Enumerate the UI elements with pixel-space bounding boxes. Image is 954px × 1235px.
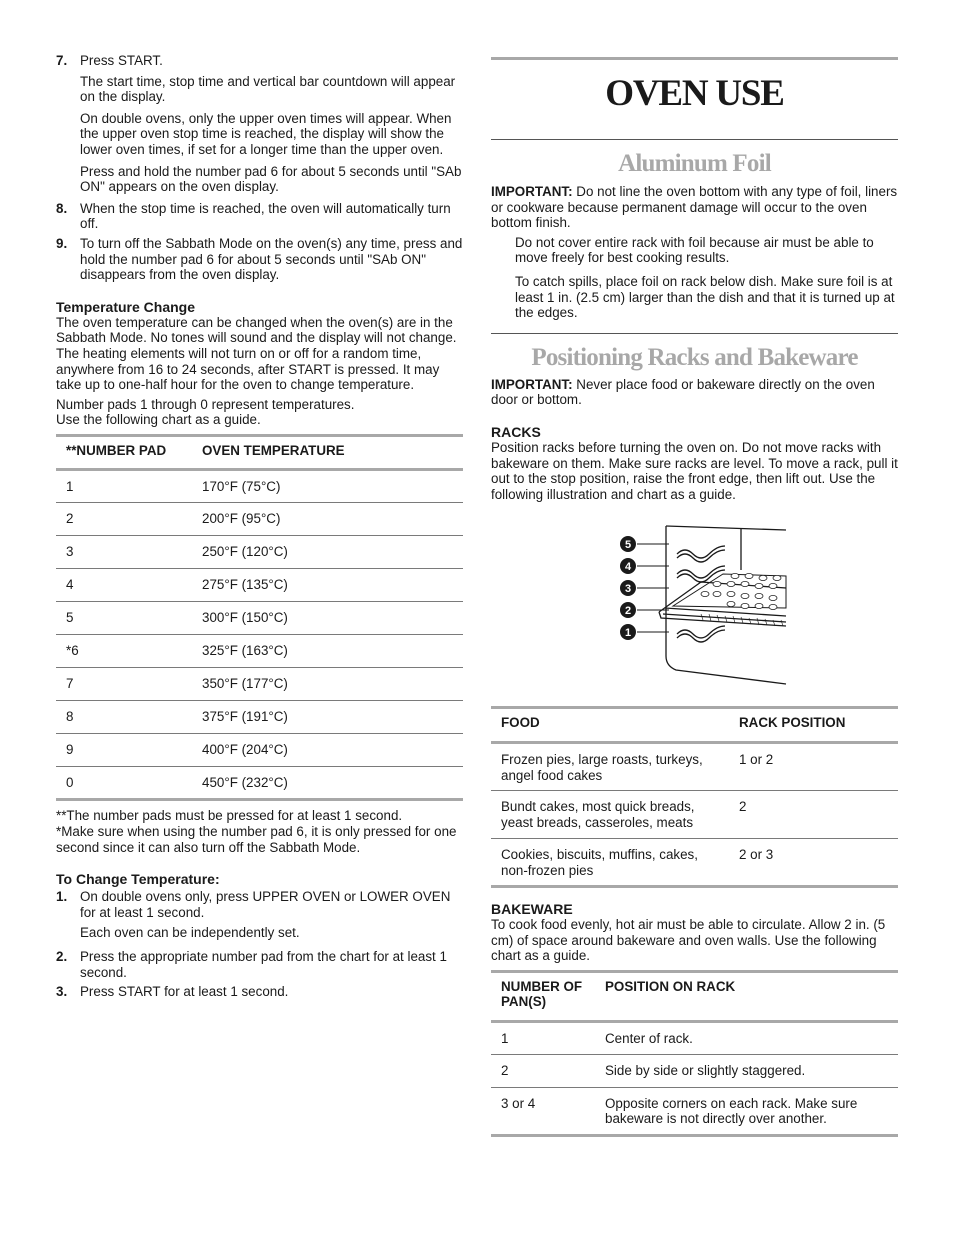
- table-cell: 0: [66, 775, 74, 791]
- right-column: [491, 57, 898, 1137]
- important-label: IMPORTANT:: [491, 184, 573, 199]
- step-9: [56, 236, 463, 283]
- table-row: [491, 1087, 898, 1135]
- table-header-row: [56, 435, 463, 470]
- table-row: [491, 742, 898, 790]
- bakeware-text: To cook food evenly, hot air must be able to circulate. Allow 2 in. (5 cm) of space around bakeware and oven walls. Use the following chart as a guide.: [491, 916, 886, 964]
- footnote-number-pads: **The number pads must be pressed for at least 1 second.: [56, 808, 403, 824]
- step-number: 7.: [56, 53, 68, 68]
- table-cell: 300°F (150°C): [202, 610, 288, 626]
- temperature-table: [56, 434, 463, 802]
- table-cell: *6: [66, 643, 79, 659]
- step-7-note-b: On double ovens, only the upper oven times will appear. When the upper oven stop time is reached, the display will show the lower oven times, if set for a longer time than the upper oven.: [80, 110, 452, 157]
- table-cell: 9: [66, 742, 74, 758]
- table-row: [56, 635, 463, 668]
- table-header-row: [491, 971, 898, 1021]
- table-cell: 325°F (163°C): [202, 643, 288, 659]
- change-step-1: [56, 889, 463, 920]
- positioning-racks-heading: Positioning Racks and Bakeware: [531, 343, 858, 371]
- bakeware-subheading: BAKEWARE: [491, 900, 573, 917]
- table-cell: 2: [66, 511, 74, 527]
- rack-label-3: 3: [624, 583, 632, 596]
- table-cell: 3 or 4: [501, 1095, 536, 1111]
- table-cell: 7: [66, 676, 74, 692]
- racks-important-paragraph: [491, 377, 898, 408]
- table-cell: Bundt cakes, most quick breads, yeast breads, casseroles, meats: [501, 798, 695, 830]
- table-header-row: [491, 708, 898, 743]
- table-cell: 400°F (204°C): [202, 742, 288, 758]
- footnote-pad-6: *Make sure when using the number pad 6, it is only pressed for one second since it can also turn off the Sabbath Mode.: [56, 824, 457, 855]
- page-title: OVEN USE: [605, 73, 784, 114]
- table-cell: Center of rack.: [605, 1030, 693, 1046]
- change-step-3: [56, 984, 463, 1000]
- rack-label-2: 2: [624, 605, 632, 618]
- rack-bars: [701, 614, 783, 626]
- title-top-rule: [491, 57, 898, 60]
- cookies: [701, 574, 781, 610]
- table-cell: Frozen pies, large roasts, turkeys, angel food cakes: [501, 751, 703, 783]
- foil-paragraph-1: Do not cover entire rack with foil because air must be able to move freely for best cooking results.: [515, 234, 874, 266]
- table-row: [56, 503, 463, 536]
- table-cell: 450°F (232°C): [202, 775, 288, 791]
- step-text: When the stop time is reached, the oven will automatically turn off.: [80, 200, 451, 232]
- aluminum-foil-heading: Aluminum Foil: [618, 150, 771, 177]
- important-text: Do not line the oven bottom with any type of foil, liners or cookware because permanent damage will occur to the oven bottom finish.: [491, 184, 898, 231]
- column-header: RACK POSITION: [739, 715, 846, 731]
- column-header: **NUMBER PAD: [66, 442, 167, 458]
- column-header: NUMBER OF PAN(S): [501, 978, 583, 1010]
- table-cell: 2: [739, 798, 747, 814]
- racks-text: Position racks before turning the oven on. Do not move racks with bakeware on them. Make sure racks are level. To move a rack, pull it out to the stop position, raise the front edge, then lift out. Use the following illustration and chart as a guide.: [491, 439, 898, 502]
- step-text: Press START for at least 1 second.: [80, 984, 289, 1000]
- table-cell: 3: [66, 544, 74, 560]
- table-row: [56, 734, 463, 767]
- rack-label-4: 4: [624, 561, 632, 574]
- step-7-note-c: Press and hold the number pad 6 for about 5 seconds until "SAb ON" appears on the oven display.: [80, 163, 462, 195]
- foil-important-paragraph: [491, 184, 898, 231]
- table-cell: 5: [66, 610, 74, 626]
- table-row: [56, 602, 463, 635]
- table-cell: 1 or 2: [739, 751, 774, 767]
- step-number: 3.: [56, 984, 68, 1000]
- table-cell: 275°F (135°C): [202, 577, 288, 593]
- table-cell: Cookies, biscuits, muffins, cakes, non-frozen pies: [501, 846, 698, 878]
- food-rack-table: [491, 706, 898, 888]
- step-number: 8.: [56, 200, 68, 216]
- step-text: Press the appropriate number pad from the chart for at least 1 second.: [80, 949, 447, 980]
- rack-illustration: [491, 508, 898, 698]
- table-cell: 2 or 3: [739, 846, 774, 862]
- step-7-note-a: The start time, stop time and vertical bar countdown will appear on the display.: [80, 73, 456, 105]
- table-cell: 375°F (191°C): [202, 709, 288, 725]
- table-cell: 170°F (75°C): [202, 479, 281, 495]
- section-rule: [491, 333, 898, 334]
- table-cell: 1: [501, 1030, 509, 1046]
- step-text: To turn off the Sabbath Mode on the oven(s) any time, press and hold the number pad 6 for about 5 seconds until "SAb ON" disappears from the oven display.: [80, 235, 463, 283]
- table-cell: 8: [66, 709, 74, 725]
- table-cell: 200°F (95°C): [202, 511, 281, 527]
- step-number: 9.: [56, 235, 68, 251]
- column-header: POSITION ON RACK: [605, 978, 736, 994]
- table-row: [56, 569, 463, 602]
- step-number: 1.: [56, 889, 68, 905]
- foil-paragraph-2: To catch spills, place foil on rack below dish. Make sure foil is at least 1 in. (2.5 cm) larger than the dish and that it is turned up at the edges.: [515, 273, 895, 321]
- section-rule: [491, 139, 898, 140]
- racks-subheading: RACKS: [491, 423, 541, 440]
- rack-guide: [677, 550, 725, 562]
- table-cell: Opposite corners on each rack. Make sure bakeware is not directly over another.: [605, 1095, 858, 1127]
- number-pads-line-1: Number pads 1 through 0 represent temperatures.: [56, 396, 355, 412]
- rack-guide: [677, 630, 725, 642]
- column-header: FOOD: [501, 715, 540, 731]
- table-row: [491, 1054, 898, 1087]
- change-step-1-note: Each oven can be independently set.: [80, 925, 300, 941]
- step-number: 2.: [56, 949, 68, 965]
- table-cell: 250°F (120°C): [202, 544, 288, 560]
- table-row: [491, 790, 898, 838]
- to-change-temperature-heading: To Change Temperature:: [56, 871, 220, 888]
- oven-top-line: [666, 526, 786, 530]
- number-pads-line-2: Use the following chart as a guide.: [56, 412, 261, 428]
- left-column: [56, 53, 463, 1000]
- table-cell: 4: [66, 577, 74, 593]
- table-cell: Side by side or slightly staggered.: [605, 1062, 806, 1078]
- table-row: [491, 1021, 898, 1054]
- column-header: OVEN TEMPERATURE: [202, 442, 345, 458]
- table-row: [56, 767, 463, 800]
- rack-guide: [677, 570, 725, 582]
- table-row: [491, 838, 898, 886]
- step-7: [56, 53, 463, 69]
- temperature-change-heading: Temperature Change: [56, 298, 195, 315]
- temperature-change-text: The oven temperature can be changed when the oven(s) are in the Sabbath Mode. No tones will sound and the display will not change. The heating elements will not turn on or off for a random time, anywhere from 16 to 24 seconds, after START is pressed. It may take up to one-half hour for the oven to change temperature.: [56, 314, 457, 393]
- table-row: [56, 668, 463, 701]
- table-row: [56, 701, 463, 734]
- table-cell: 1: [66, 479, 74, 495]
- table-row: [56, 470, 463, 503]
- change-step-2: [56, 949, 463, 980]
- oven-rack-diagram: [491, 508, 898, 698]
- step-text: Press START.: [80, 53, 163, 68]
- table-row: [56, 536, 463, 569]
- table-cell: 350°F (177°C): [202, 676, 288, 692]
- step-8: [56, 201, 463, 232]
- step-text: On double ovens only, press UPPER OVEN or LOWER OVEN for at least 1 second.: [80, 889, 451, 920]
- table-cell: 2: [501, 1062, 509, 1078]
- rack-label-5: 5: [624, 539, 632, 552]
- important-text: Never place food or bakeware directly on the oven door or bottom.: [491, 376, 875, 408]
- rack-label-1: 1: [624, 627, 632, 640]
- important-label: IMPORTANT:: [491, 376, 573, 392]
- pan-position-table: [491, 970, 898, 1137]
